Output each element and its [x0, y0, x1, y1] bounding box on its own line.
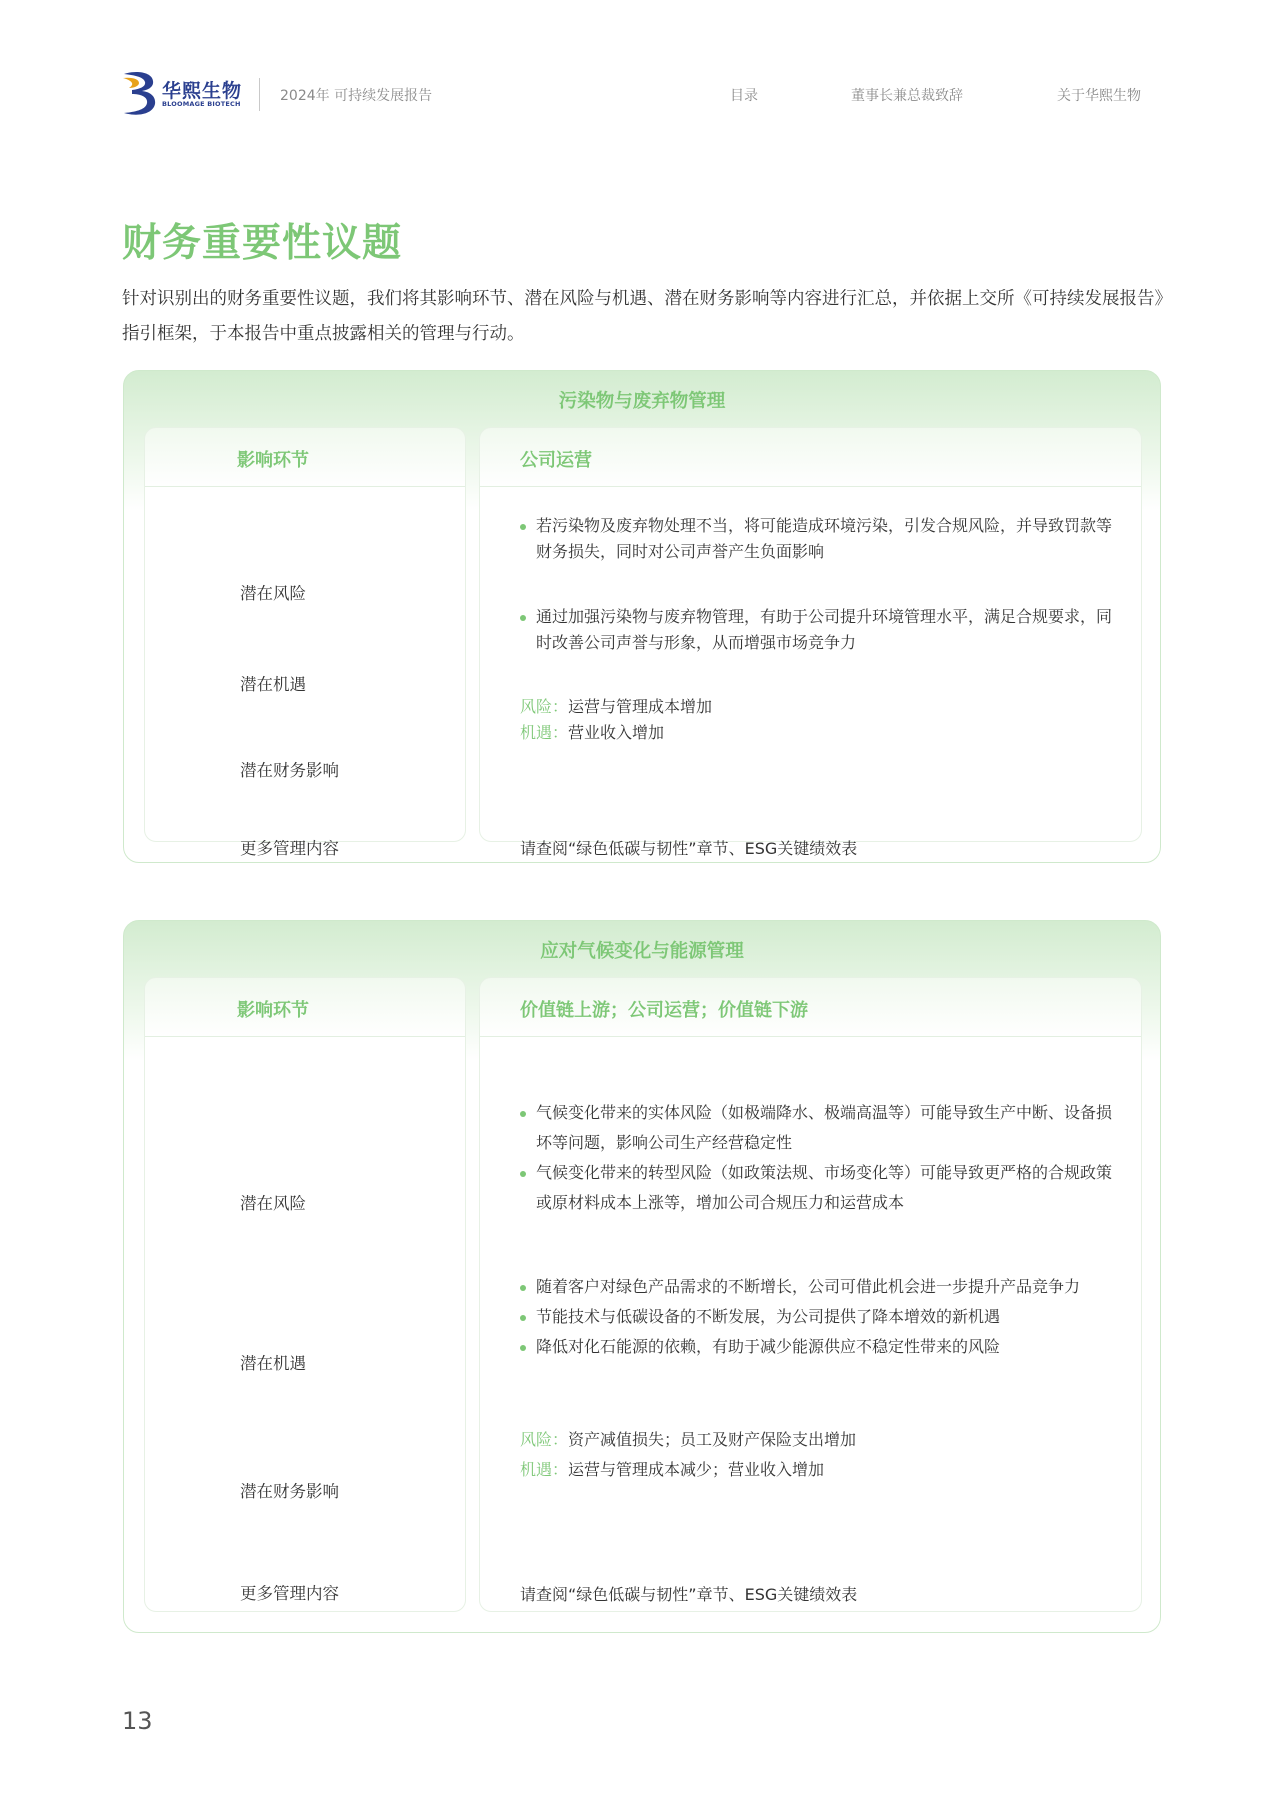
header-rule [480, 486, 1141, 487]
nav-link-toc[interactable]: 目录 [730, 88, 758, 104]
list-item: 气候变化带来的实体风险（如极端降水、极端高温等）可能导致生产中断、设备损坏等问题，影响公司生产经营稳定性 [520, 1098, 1120, 1158]
page-title: 财务重要性议题 [122, 221, 403, 266]
impact-detail-column [479, 977, 1142, 1612]
card-title: 污染物与废弃物管理 [558, 391, 726, 412]
page-number: 13 [122, 1707, 153, 1735]
financial-risk-line [520, 694, 1120, 720]
row-label-opportunity: 潜在机遇 [240, 1354, 306, 1373]
column-header-right: 价值链上游；公司运营；价值链下游 [520, 1000, 808, 1021]
risk-text: 运营与管理成本增加 [568, 697, 713, 716]
header-rule [145, 1036, 465, 1037]
row-label-financial-impact: 潜在财务影响 [240, 761, 339, 780]
opportunity-tag: 机遇： [520, 723, 569, 742]
more-content-detail: 请查阅“绿色低碳与韧性”章节、ESG关键绩效表 [520, 1585, 858, 1604]
financial-opportunity-line [520, 720, 1120, 746]
impact-detail-column [479, 427, 1142, 858]
list-item: 若污染物及废弃物处理不当，将可能造成环境污染，引发合规风险，并导致罚款等财务损失，同时对公司声誉产生负面影响 [520, 513, 1120, 565]
header-rule [480, 1036, 1141, 1037]
opportunity-text: 运营与管理成本减少；营业收入增加 [568, 1460, 825, 1479]
card-title: 应对气候变化与能源管理 [540, 941, 744, 962]
header-divider [259, 78, 260, 111]
list-item: 气候变化带来的转型风险（如政策法规、市场变化等）可能导致更严格的合规政策或原材料成本上涨等，增加公司合规压力和运营成本 [520, 1158, 1120, 1218]
risk-tag: 风险： [520, 1430, 569, 1449]
nav-link-about[interactable]: 关于华熙生物 [1057, 88, 1141, 104]
list-item: 节能技术与低碳设备的不断发展，为公司提供了降本增效的新机遇 [520, 1302, 1120, 1332]
intro-paragraph: 针对识别出的财务重要性议题，我们将其影响环节、潜在风险与机遇、潜在财务影响等内容进行汇总，并依据上交所《可持续发展报告》指引框架，于本报告中重点披露相关的管理与行动。 [122, 289, 1172, 344]
row-label-more-content: 更多管理内容 [240, 839, 339, 858]
financial-risk-line [520, 1425, 1120, 1455]
risk-text: 资产减值损失；员工及财产保险支出增加 [568, 1430, 857, 1449]
bloomage-logo-icon [122, 70, 158, 116]
impact-label-column [144, 977, 466, 1612]
opportunity-detail [520, 604, 1120, 656]
row-label-more-content: 更多管理内容 [240, 1584, 339, 1603]
risk-tag: 风险： [520, 697, 569, 716]
financial-opportunity-line [520, 1455, 1120, 1485]
opportunity-text: 营业收入增加 [568, 723, 665, 742]
list-item: 降低对化石能源的依赖，有助于减少能源供应不稳定性带来的风险 [520, 1332, 1120, 1362]
report-title: 2024年 可持续发展报告 [280, 88, 433, 104]
row-label-financial-impact: 潜在财务影响 [240, 1482, 339, 1501]
page-header [0, 0, 1280, 130]
header-rule [145, 486, 465, 487]
risk-detail [520, 1098, 1120, 1218]
financial-impact-detail [520, 1425, 1120, 1485]
topic-card-pollution [123, 370, 1161, 863]
risk-detail [520, 513, 1120, 565]
brand-name-en: BLOOMAGE BIOTECH [162, 100, 241, 108]
column-header-left: 影响环节 [237, 450, 309, 471]
list-item: 随着客户对绿色产品需求的不断增长，公司可借此机会进一步提升产品竞争力 [520, 1272, 1120, 1302]
row-label-risk: 潜在风险 [240, 1194, 306, 1213]
impact-label-column [144, 427, 466, 858]
more-content-detail: 请查阅“绿色低碳与韧性”章节、ESG关键绩效表 [520, 839, 858, 858]
column-header-right: 公司运营 [520, 450, 592, 471]
column-header-left: 影响环节 [237, 1000, 309, 1021]
row-label-opportunity: 潜在机遇 [240, 675, 306, 694]
nav-link-chairman-letter[interactable]: 董事长兼总裁致辞 [851, 88, 963, 104]
opportunity-detail [520, 1272, 1120, 1362]
list-item: 通过加强污染物与废弃物管理，有助于公司提升环境管理水平，满足合规要求，同时改善公司声誉与形象，从而增强市场竞争力 [520, 604, 1120, 656]
opportunity-tag: 机遇： [520, 1460, 569, 1479]
topic-card-climate [123, 920, 1161, 1633]
row-label-risk: 潜在风险 [240, 584, 306, 603]
financial-impact-detail [520, 694, 1120, 746]
brand-name-cn: 华熙生物 [162, 80, 243, 102]
